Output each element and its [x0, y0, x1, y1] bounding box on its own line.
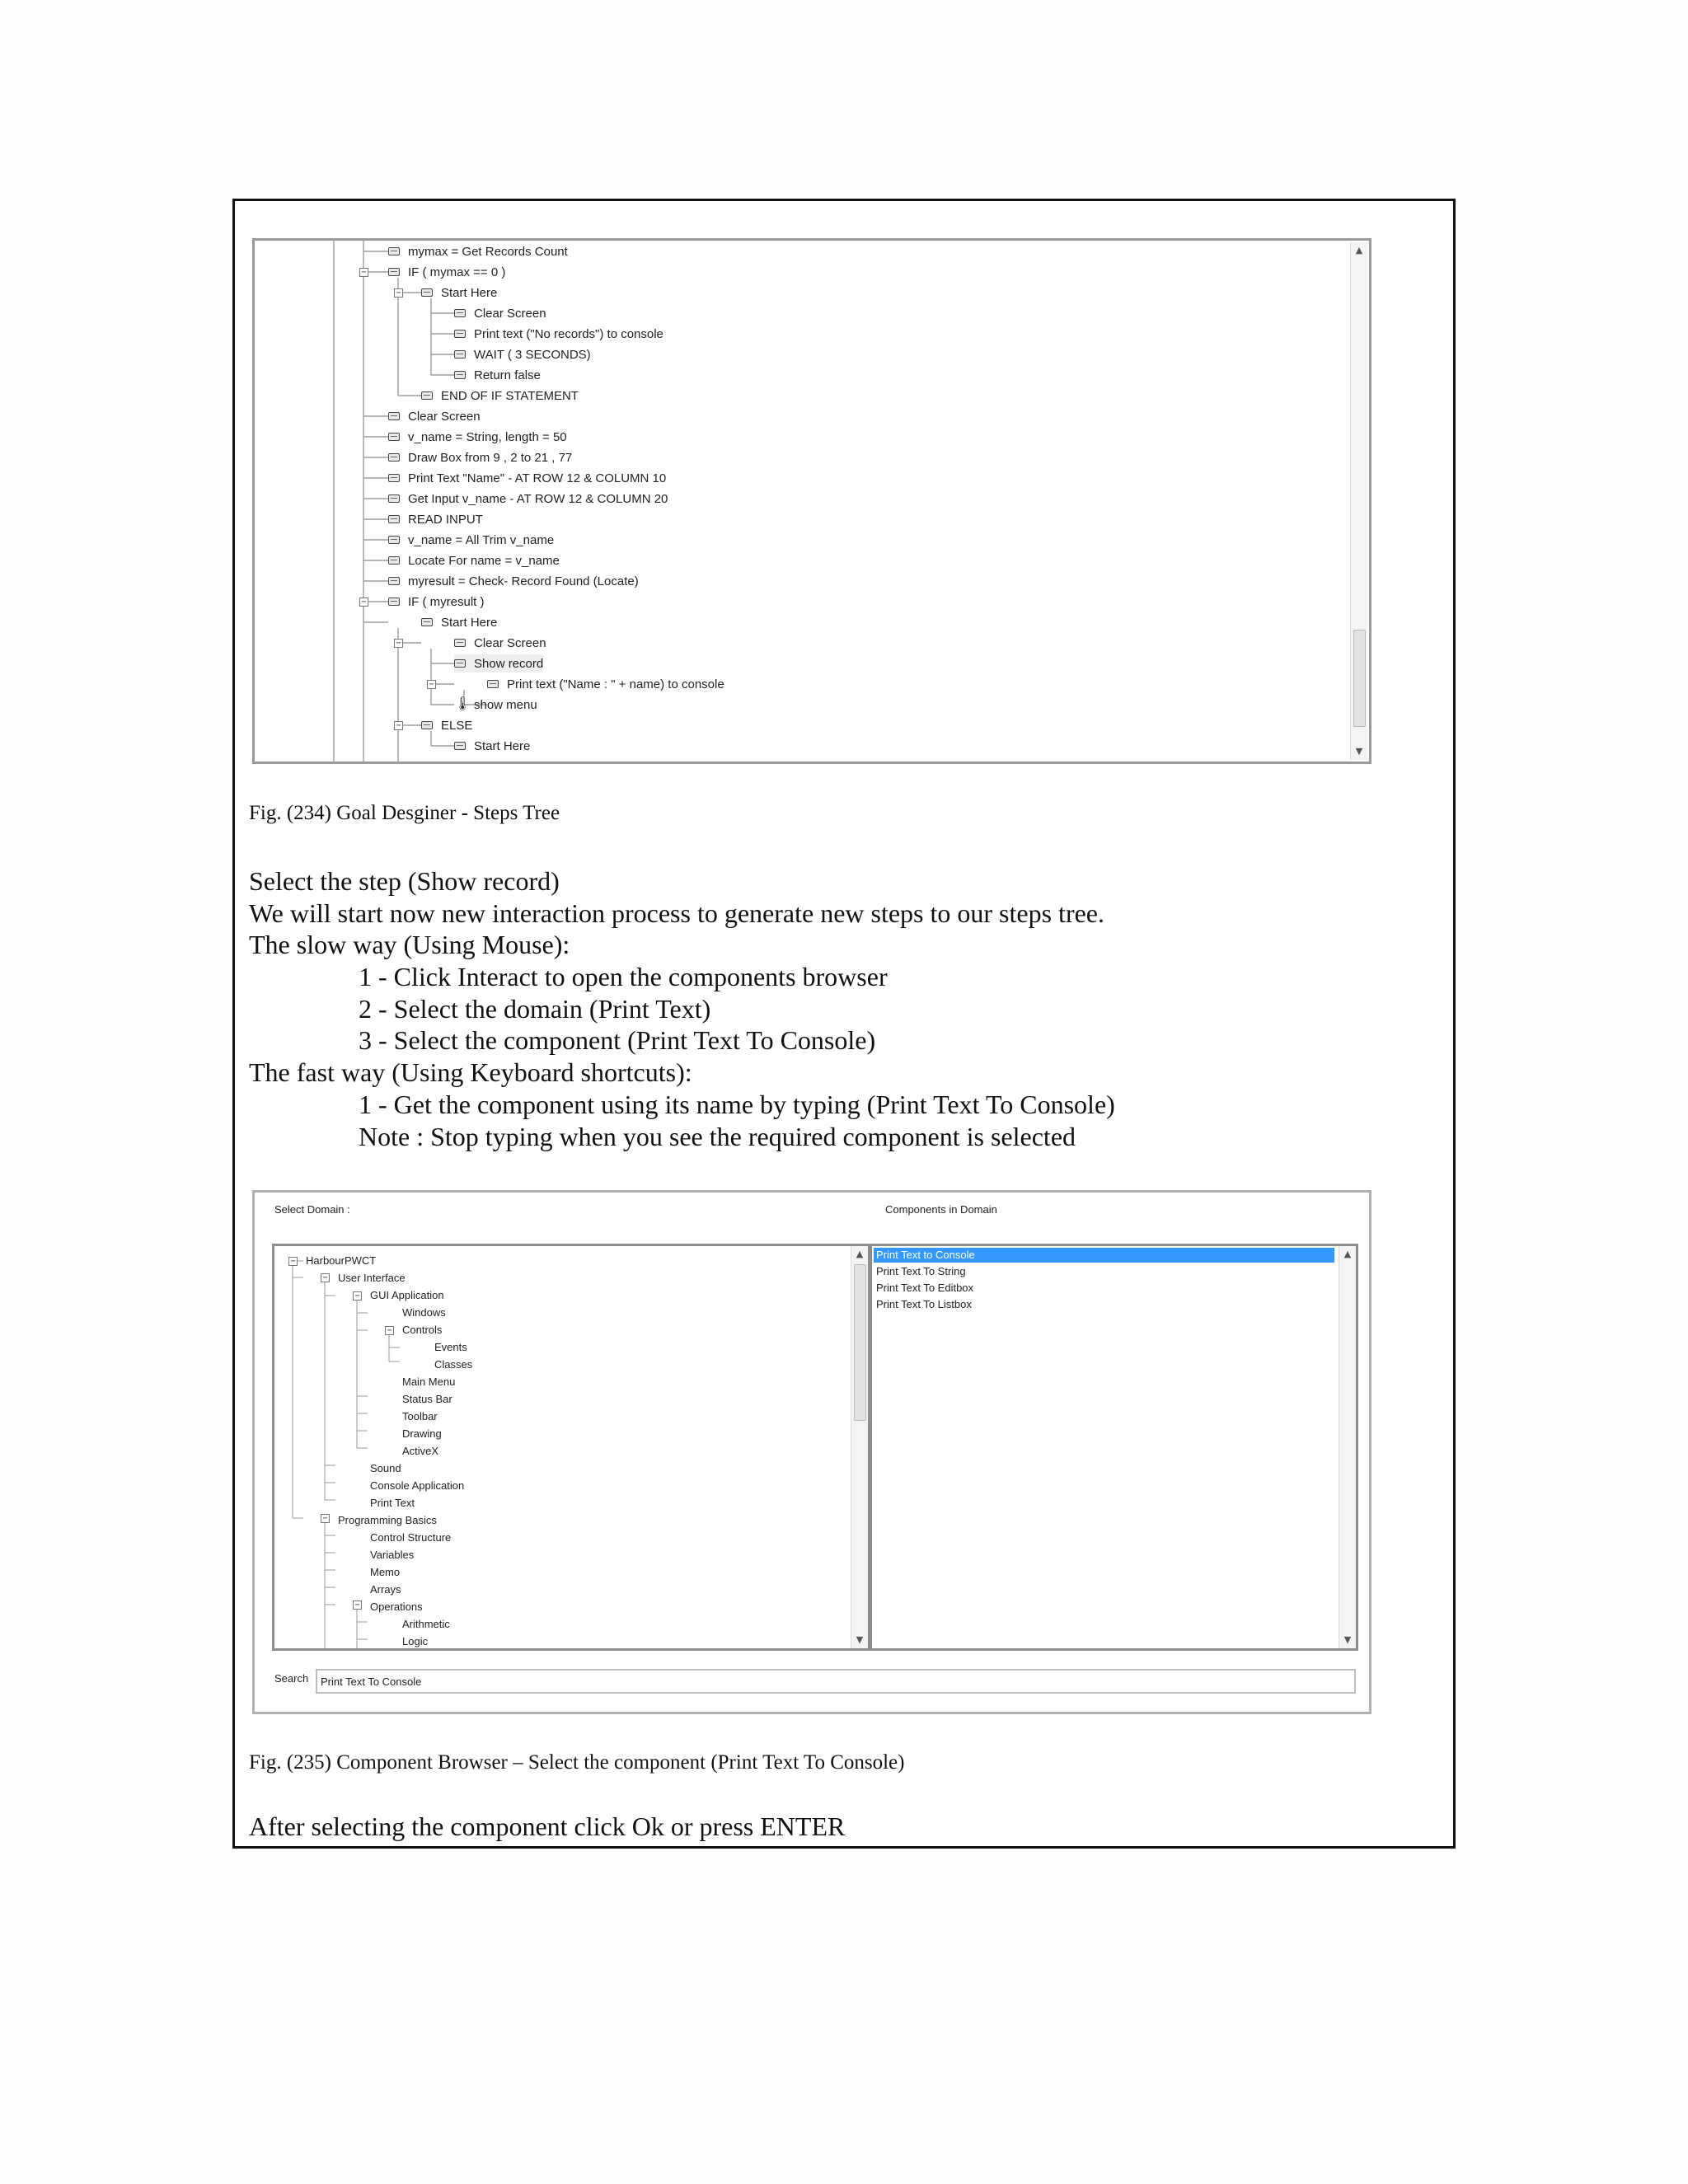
tree-node[interactable]: v_name = All Trim v_name: [388, 531, 554, 549]
step-icon: [487, 680, 499, 688]
domain-tree-item[interactable]: Variables: [370, 1549, 415, 1561]
domain-tree-item[interactable]: Events: [434, 1341, 467, 1353]
tree-node[interactable]: Print text ("Name : " + name) to console: [487, 675, 724, 693]
domain-tree-item[interactable]: Controls: [402, 1324, 443, 1336]
tree-node[interactable]: Clear Screen: [454, 304, 546, 322]
component-browser-screenshot: [252, 1190, 1372, 1714]
scrollbar-thumb[interactable]: [1353, 630, 1366, 727]
step-icon: [454, 659, 466, 668]
collapse-icon[interactable]: −: [359, 598, 368, 607]
scrollbar-thumb[interactable]: [854, 1264, 866, 1421]
domain-tree-item[interactable]: Status Bar: [402, 1393, 452, 1405]
step-icon: [454, 330, 466, 338]
components-list-scrollbar[interactable]: [1339, 1246, 1356, 1648]
tree-node[interactable]: Start Here: [421, 284, 497, 302]
tree-node[interactable]: Print text ("No records") to console: [454, 325, 663, 343]
step-icon: [388, 494, 400, 503]
component-list-item[interactable]: Print Text To String: [876, 1265, 966, 1277]
figure-caption: Fig. (235) Component Browser – Select the component (Print Text To Console): [249, 1751, 905, 1774]
tree-node[interactable]: Clear Screen: [454, 634, 546, 652]
tree-node[interactable]: Get Input v_name - AT ROW 12 & COLUMN 20: [388, 490, 668, 508]
scroll-down-arrow-icon[interactable]: ▼: [1343, 1634, 1352, 1645]
text-line: We will start now new interaction process to generate new steps to our steps tree.: [249, 898, 1104, 928]
tree-node[interactable]: IF ( myresult ): [388, 593, 485, 611]
search-input[interactable]: [316, 1669, 1356, 1694]
tree-node[interactable]: READ INPUT: [388, 510, 483, 528]
scroll-up-arrow-icon[interactable]: ▲: [1355, 245, 1363, 255]
domain-tree-item[interactable]: Sound: [370, 1462, 401, 1474]
tree-node[interactable]: Clear Screen: [388, 407, 481, 425]
step-icon: [454, 371, 466, 379]
step-icon: [388, 577, 400, 585]
tree-scrollbar[interactable]: [1350, 242, 1367, 760]
collapse-icon[interactable]: −: [394, 639, 403, 648]
step-icon: [388, 515, 400, 523]
domain-tree-item[interactable]: Arithmetic: [402, 1618, 450, 1630]
steps-tree-screenshot: [252, 238, 1372, 764]
step-icon: [388, 412, 400, 420]
collapse-icon[interactable]: −: [321, 1273, 330, 1282]
domain-tree-connector-lines: [274, 1246, 851, 1650]
text-line: Note : Stop typing when you see the required component is selected: [359, 1121, 1076, 1151]
collapse-icon[interactable]: −: [321, 1514, 330, 1523]
tree-node-selected[interactable]: Show record: [454, 654, 543, 673]
components-in-domain-label: Components in Domain: [885, 1203, 997, 1216]
tree-node[interactable]: 🌡 show menu: [454, 697, 537, 712]
tree-node[interactable]: Draw Box from 9 , 2 to 21 , 77: [388, 448, 572, 466]
domain-tree-item[interactable]: Console Application: [370, 1479, 465, 1492]
tree-node[interactable]: mymax = Get Records Count: [388, 242, 568, 260]
domain-tree-item[interactable]: Print Text: [370, 1497, 415, 1509]
domain-tree-item[interactable]: GUI Application: [370, 1289, 444, 1301]
collapse-icon[interactable]: −: [427, 680, 436, 689]
step-icon: [388, 536, 400, 544]
tree-node[interactable]: Print Text "Name" - AT ROW 12 & COLUMN 10: [388, 469, 666, 487]
interaction-icon: 🌡: [454, 697, 471, 711]
text-line: 2 - Select the domain (Print Text): [359, 993, 711, 1024]
tree-node[interactable]: IF ( mymax == 0 ): [388, 263, 505, 281]
tree-node[interactable]: Start Here: [454, 737, 530, 755]
domain-tree-scrollbar[interactable]: [851, 1246, 868, 1648]
domain-tree-item[interactable]: Arrays: [370, 1583, 401, 1596]
domain-tree-item[interactable]: HarbourPWCT: [306, 1254, 377, 1267]
tree-node[interactable]: v_name = String, length = 50: [388, 428, 567, 446]
collapse-icon[interactable]: −: [288, 1257, 298, 1266]
step-icon: [421, 618, 433, 626]
domain-tree-panel[interactable]: [272, 1244, 870, 1651]
domain-tree-item[interactable]: ActiveX: [402, 1445, 439, 1457]
tree-node[interactable]: END OF IF STATEMENT: [421, 387, 579, 405]
tree-node[interactable]: Start Here: [421, 613, 497, 631]
instructions-text: [249, 865, 1115, 1152]
text-line: The slow way (Using Mouse):: [249, 930, 570, 960]
step-icon: [421, 288, 433, 297]
collapse-icon[interactable]: −: [394, 288, 403, 298]
components-list-panel[interactable]: [870, 1244, 1358, 1651]
closing-instruction: After selecting the component click Ok or press ENTER: [249, 1811, 846, 1841]
text-line: 1 - Get the component using its name by typing (Print Text To Console): [359, 1089, 1115, 1119]
select-domain-label: Select Domain :: [274, 1203, 350, 1216]
scroll-down-arrow-icon[interactable]: ▼: [856, 1634, 864, 1645]
tree-node[interactable]: myresult = Check- Record Found (Locate): [388, 572, 639, 590]
scroll-up-arrow-icon[interactable]: ▲: [856, 1249, 864, 1259]
search-label: Search: [274, 1672, 309, 1685]
domain-tree-item[interactable]: Main Menu: [402, 1376, 456, 1388]
component-list-item[interactable]: Print Text To Listbox: [876, 1298, 972, 1310]
domain-tree-item[interactable]: Drawing: [402, 1427, 442, 1440]
step-icon: [454, 639, 466, 647]
tree-node[interactable]: Return false: [454, 366, 541, 384]
domain-tree-item[interactable]: User Interface: [338, 1272, 406, 1284]
step-icon: [454, 350, 466, 359]
tree-node[interactable]: Locate For name = v_name: [388, 551, 560, 569]
collapse-icon[interactable]: −: [353, 1291, 362, 1301]
step-icon: [388, 474, 400, 482]
domain-tree-item[interactable]: Operations: [370, 1601, 423, 1613]
text-line: The fast way (Using Keyboard shortcuts):: [249, 1057, 692, 1088]
domain-tree-item[interactable]: Logic: [402, 1635, 429, 1647]
step-icon: [388, 247, 400, 255]
collapse-icon[interactable]: −: [359, 268, 368, 277]
scroll-up-arrow-icon[interactable]: ▲: [1343, 1249, 1352, 1259]
collapse-icon[interactable]: −: [353, 1601, 362, 1610]
component-list-item[interactable]: Print Text To Editbox: [876, 1282, 974, 1294]
step-icon: [454, 742, 466, 750]
domain-tree-item[interactable]: Toolbar: [402, 1410, 438, 1422]
step-icon: [388, 433, 400, 441]
step-icon: [421, 391, 433, 400]
domain-tree-item[interactable]: Classes: [434, 1358, 473, 1371]
domain-tree-item[interactable]: Windows: [402, 1306, 446, 1319]
scroll-down-arrow-icon[interactable]: ▼: [1355, 746, 1363, 757]
step-icon: [388, 598, 400, 606]
step-icon: [421, 721, 433, 729]
collapse-icon[interactable]: −: [385, 1326, 394, 1335]
figure-caption: Fig. (234) Goal Desginer - Steps Tree: [249, 802, 560, 824]
domain-tree-item[interactable]: Programming Basics: [338, 1514, 437, 1526]
collapse-icon[interactable]: −: [394, 721, 403, 730]
step-icon: [454, 309, 466, 317]
tree-node[interactable]: ELSE: [421, 716, 472, 734]
text-line: 1 - Click Interact to open the components browser: [359, 962, 888, 992]
step-icon: [388, 556, 400, 565]
domain-tree-item[interactable]: Memo: [370, 1566, 401, 1578]
text-line: Select the step (Show record): [249, 866, 560, 896]
component-list-item[interactable]: Print Text to Console: [874, 1248, 1334, 1263]
step-icon: [388, 453, 400, 462]
tree-node[interactable]: WAIT ( 3 SECONDS): [454, 345, 591, 363]
domain-tree-item[interactable]: Control Structure: [370, 1531, 452, 1544]
step-icon: [388, 268, 400, 276]
text-line: 3 - Select the component (Print Text To Console): [359, 1025, 876, 1056]
